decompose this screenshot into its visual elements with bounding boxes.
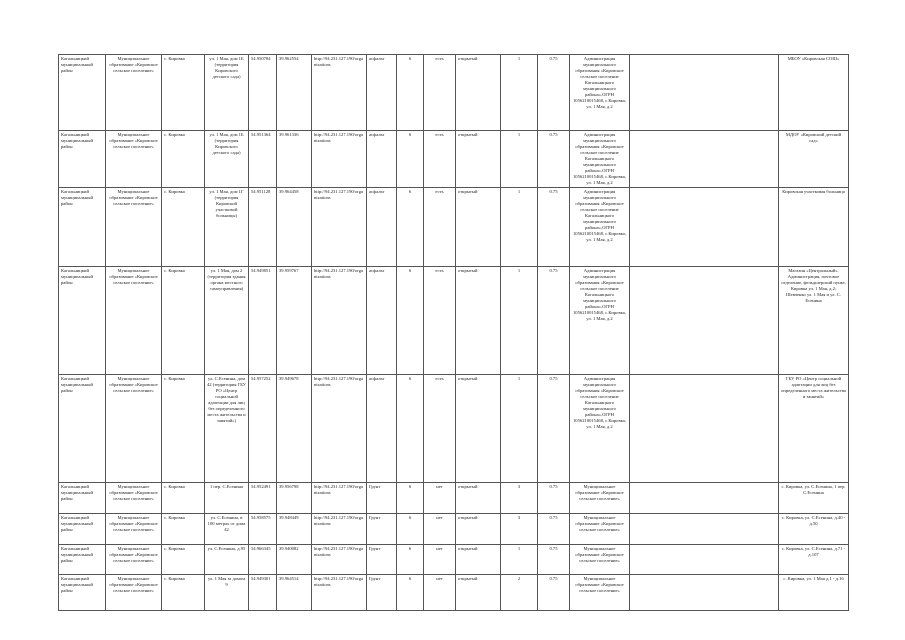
- register-table: [58, 54, 849, 611]
- empty-cell: [630, 188, 779, 267]
- volume-cell: 0.75: [538, 575, 570, 611]
- area-cell: 6: [397, 575, 424, 611]
- locality-cell: с. Кировка: [162, 575, 205, 611]
- longitude-cell: 39.956798: [277, 483, 312, 514]
- settlement-cell: Муниципальное образование «Кировское сельское поселение»: [106, 575, 162, 611]
- latitude-cell: 54.958575: [249, 514, 277, 545]
- district-cell: Кагальницкий муниципальный район: [59, 575, 106, 611]
- waste-source-cell: с. Кировка, ул. С.Есенина, д.71 - д.107: [779, 545, 849, 575]
- surface-cell: асфальт: [367, 375, 397, 483]
- surface-cell: Грунт: [367, 483, 397, 514]
- waste-source-cell: с. Кировка, ул. 1 Мая д.1 - д.16: [779, 575, 849, 611]
- owner-cell: Администрация муниципального образования «Кировское сельское поселение Кагальницкого муниципального района»,ОГРН 1056210015468, с.Кировка, ул. 1 Мая, д.2: [570, 55, 630, 131]
- url-cell: http://94.231.127.190/organizations: [312, 483, 367, 514]
- container-count-cell: 3: [501, 514, 538, 545]
- latitude-cell: 54.950784: [249, 55, 277, 131]
- area-cell: 6: [397, 267, 424, 375]
- empty-cell: [630, 575, 779, 611]
- container-count-cell: 3: [501, 483, 538, 514]
- address-cell: ул. 1 Мая, дом 1Г (территория Кировской участковой больницы): [205, 188, 249, 267]
- area-cell: 6: [397, 514, 424, 545]
- owner-cell: Муниципальное образование «Кировское сельское поселение»: [570, 514, 630, 545]
- settlement-cell: Муниципальное образование «Кировское сельское поселение»: [106, 514, 162, 545]
- surface-cell: Грунт: [367, 545, 397, 575]
- container-count-cell: 1: [501, 55, 538, 131]
- container-type-cell: открытый: [456, 267, 501, 375]
- district-cell: Кагальницкий муниципальный район: [59, 55, 106, 131]
- url-cell: http://94.231.127.190/organizations: [312, 545, 367, 575]
- waste-source-cell: ГБУ РО «Центр социальной адаптации для лиц без определенного места жительства и занятий»: [779, 375, 849, 483]
- waste-source-cell: Магазин «Центральный», Администрация, почтовое отделение, фельдшерский пункт, Кировка ул. 1 Мая, д.2; Шевченко ул. 1 Мая и ул. С. Есенина: [779, 267, 849, 375]
- latitude-cell: 54.951128: [249, 188, 277, 267]
- surface-cell: асфальт: [367, 131, 397, 188]
- table-row: [59, 55, 849, 131]
- settlement-cell: Муниципальное образование «Кировское сельское поселение»: [106, 55, 162, 131]
- surface-cell: асфальт: [367, 188, 397, 267]
- settlement-cell: Муниципальное образование «Кировское сельское поселение»: [106, 131, 162, 188]
- container-count-cell: 2: [501, 575, 538, 611]
- area-cell: 6: [397, 131, 424, 188]
- settlement-cell: Муниципальное образование «Кировское сельское поселение»: [106, 375, 162, 483]
- address-cell: ул. 1 Мая за домом 9: [205, 575, 249, 611]
- waste-source-cell: МБОУ «Кировская СОШ»: [779, 55, 849, 131]
- district-cell: Кагальницкий муниципальный район: [59, 188, 106, 267]
- empty-cell: [630, 545, 779, 575]
- locality-cell: с. Кировка: [162, 483, 205, 514]
- container-type-cell: открытый: [456, 483, 501, 514]
- container-type-cell: открытый: [456, 545, 501, 575]
- waste-source-cell: с. Кировка, ул. С.Есенина, 1 пер. С.Есенина: [779, 483, 849, 514]
- url-cell: http://94.231.127.190/organizations: [312, 131, 367, 188]
- url-cell: http://94.231.127.190/organizations: [312, 514, 367, 545]
- latitude-cell: 54.952491: [249, 483, 277, 514]
- locality-cell: с. Кировка: [162, 545, 205, 575]
- canopy-cell: есть: [424, 131, 456, 188]
- canopy-cell: есть: [424, 375, 456, 483]
- waste-source-cell: МДОУ «Кировский детский сад»: [779, 131, 849, 188]
- container-type-cell: открытый: [456, 131, 501, 188]
- container-type-cell: открытый: [456, 375, 501, 483]
- address-cell: ул. 1 Мая, дом 1Б (территория Кировского детского сада): [205, 55, 249, 131]
- locality-cell: с. Кировка: [162, 188, 205, 267]
- district-cell: Кагальницкий муниципальный район: [59, 545, 106, 575]
- owner-cell: Администрация муниципального образования «Кировское сельское поселение Кагальницкого муниципального района»,ОГРН 1056210015468, с.Кировка, ул. 1 Мая, д.2: [570, 375, 630, 483]
- volume-cell: 0.75: [538, 483, 570, 514]
- longitude-cell: 39.949678: [277, 375, 312, 483]
- container-type-cell: открытый: [456, 55, 501, 131]
- volume-cell: 0.75: [538, 131, 570, 188]
- table-row: [59, 267, 849, 375]
- latitude-cell: 54.949851: [249, 267, 277, 375]
- longitude-cell: 39.964514: [277, 575, 312, 611]
- address-cell: 1 пер. С.Есенина: [205, 483, 249, 514]
- volume-cell: 0.75: [538, 514, 570, 545]
- locality-cell: с. Кировка: [162, 55, 205, 131]
- surface-cell: асфальт: [367, 55, 397, 131]
- latitude-cell: 54.949301: [249, 575, 277, 611]
- owner-cell: Муниципальное образование «Кировское сельское поселение»: [570, 545, 630, 575]
- volume-cell: 0.75: [538, 545, 570, 575]
- owner-cell: Администрация муниципального образования «Кировское сельское поселение Кагальницкого муниципального района»,ОГРН 1056210015468, с.Кировка, ул. 1 Мая, д.2: [570, 267, 630, 375]
- surface-cell: Грунт: [367, 514, 397, 545]
- district-cell: Кагальницкий муниципальный район: [59, 483, 106, 514]
- locality-cell: с. Кировка: [162, 514, 205, 545]
- settlement-cell: Муниципальное образование «Кировское сельское поселение»: [106, 545, 162, 575]
- settlement-cell: Муниципальное образование «Кировское сельское поселение»: [106, 188, 162, 267]
- volume-cell: 0.75: [538, 375, 570, 483]
- canopy-cell: есть: [424, 55, 456, 131]
- canopy-cell: нет: [424, 483, 456, 514]
- surface-cell: асфальт: [367, 267, 397, 375]
- owner-cell: Администрация муниципального образования «Кировское сельское поселение Кагальницкого муниципального района»,ОГРН 1056210015468, с.Кировка, ул. 1 Мая, д.2: [570, 131, 630, 188]
- canopy-cell: есть: [424, 267, 456, 375]
- locality-cell: с. Кировка: [162, 267, 205, 375]
- address-cell: ул. С.Есенина, дом 42 (территория ГБУ РО «Центр социальной адаптации для лиц без определенного места жительства и занятий»): [205, 375, 249, 483]
- volume-cell: 0.75: [538, 55, 570, 131]
- empty-cell: [630, 267, 779, 375]
- latitude-cell: 54.966345: [249, 545, 277, 575]
- container-count-cell: 1: [501, 545, 538, 575]
- address-cell: ул. С.Есенина, д.95: [205, 545, 249, 575]
- url-cell: http://94.231.127.190/organizations: [312, 375, 367, 483]
- waste-source-cell: с. Кировка, ул. С.Есенина, д.40 - д.50: [779, 514, 849, 545]
- empty-cell: [630, 375, 779, 483]
- container-type-cell: открытый: [456, 188, 501, 267]
- table-row: [59, 575, 849, 611]
- surface-cell: Грунт: [367, 575, 397, 611]
- container-count-cell: 1: [501, 131, 538, 188]
- longitude-cell: 39.940082: [277, 545, 312, 575]
- table-row: [59, 514, 849, 545]
- address-cell: ул. С.Есенина, в 100 метрах от дома 42: [205, 514, 249, 545]
- container-type-cell: открытый: [456, 514, 501, 545]
- owner-cell: Муниципальное образование «Кировское сельское поселение»: [570, 575, 630, 611]
- longitude-cell: 39.959767: [277, 267, 312, 375]
- locality-cell: с. Кировка: [162, 131, 205, 188]
- area-cell: 6: [397, 545, 424, 575]
- district-cell: Кагальницкий муниципальный район: [59, 375, 106, 483]
- volume-cell: 0.75: [538, 188, 570, 267]
- settlement-cell: Муниципальное образование «Кировское сельское поселение»: [106, 483, 162, 514]
- container-count-cell: 1: [501, 375, 538, 483]
- url-cell: http://94.231.127.190/organizations: [312, 575, 367, 611]
- table-row: [59, 188, 849, 267]
- owner-cell: Муниципальное образование «Кировское сельское поселение»: [570, 483, 630, 514]
- district-cell: Кагальницкий муниципальный район: [59, 131, 106, 188]
- longitude-cell: 39.948449: [277, 514, 312, 545]
- district-cell: Кагальницкий муниципальный район: [59, 514, 106, 545]
- waste-source-cell: Кировская участковая больница: [779, 188, 849, 267]
- container-count-cell: 1: [501, 267, 538, 375]
- canopy-cell: есть: [424, 188, 456, 267]
- longitude-cell: 39.964458: [277, 188, 312, 267]
- address-cell: ул. 1 Мая, дом 1Б (территория Кировского детского сада): [205, 131, 249, 188]
- area-cell: 6: [397, 55, 424, 131]
- settlement-cell: Муниципальное образование «Кировское сельское поселение»: [106, 267, 162, 375]
- latitude-cell: 54.957252: [249, 375, 277, 483]
- table-row: [59, 131, 849, 188]
- url-cell: http://94.231.127.190/organizations: [312, 55, 367, 131]
- owner-cell: Администрация муниципального образования «Кировское сельское поселение Кагальницкого муниципального района»,ОГРН 1056210015468, с.Кировка, ул. 1 Мая, д.2: [570, 188, 630, 267]
- area-cell: 6: [397, 188, 424, 267]
- area-cell: 6: [397, 375, 424, 483]
- address-cell: ул. 1 Мая, дом 2 (территория здания органа местного самоуправления): [205, 267, 249, 375]
- canopy-cell: нет: [424, 575, 456, 611]
- table-row: [59, 375, 849, 483]
- canopy-cell: нет: [424, 545, 456, 575]
- empty-cell: [630, 55, 779, 131]
- container-count-cell: 1: [501, 188, 538, 267]
- longitude-cell: 39.962554: [277, 55, 312, 131]
- empty-cell: [630, 131, 779, 188]
- url-cell: http://94.231.127.190/organizations: [312, 267, 367, 375]
- locality-cell: с. Кировка: [162, 375, 205, 483]
- latitude-cell: 54.951364: [249, 131, 277, 188]
- district-cell: Кагальницкий муниципальный район: [59, 267, 106, 375]
- table-row: [59, 545, 849, 575]
- url-cell: http://94.231.127.190/organizations: [312, 188, 367, 267]
- empty-cell: [630, 483, 779, 514]
- volume-cell: 0.75: [538, 267, 570, 375]
- empty-cell: [630, 514, 779, 545]
- table-row: [59, 483, 849, 514]
- area-cell: 6: [397, 483, 424, 514]
- longitude-cell: 39.961336: [277, 131, 312, 188]
- canopy-cell: нет: [424, 514, 456, 545]
- container-type-cell: открытый: [456, 575, 501, 611]
